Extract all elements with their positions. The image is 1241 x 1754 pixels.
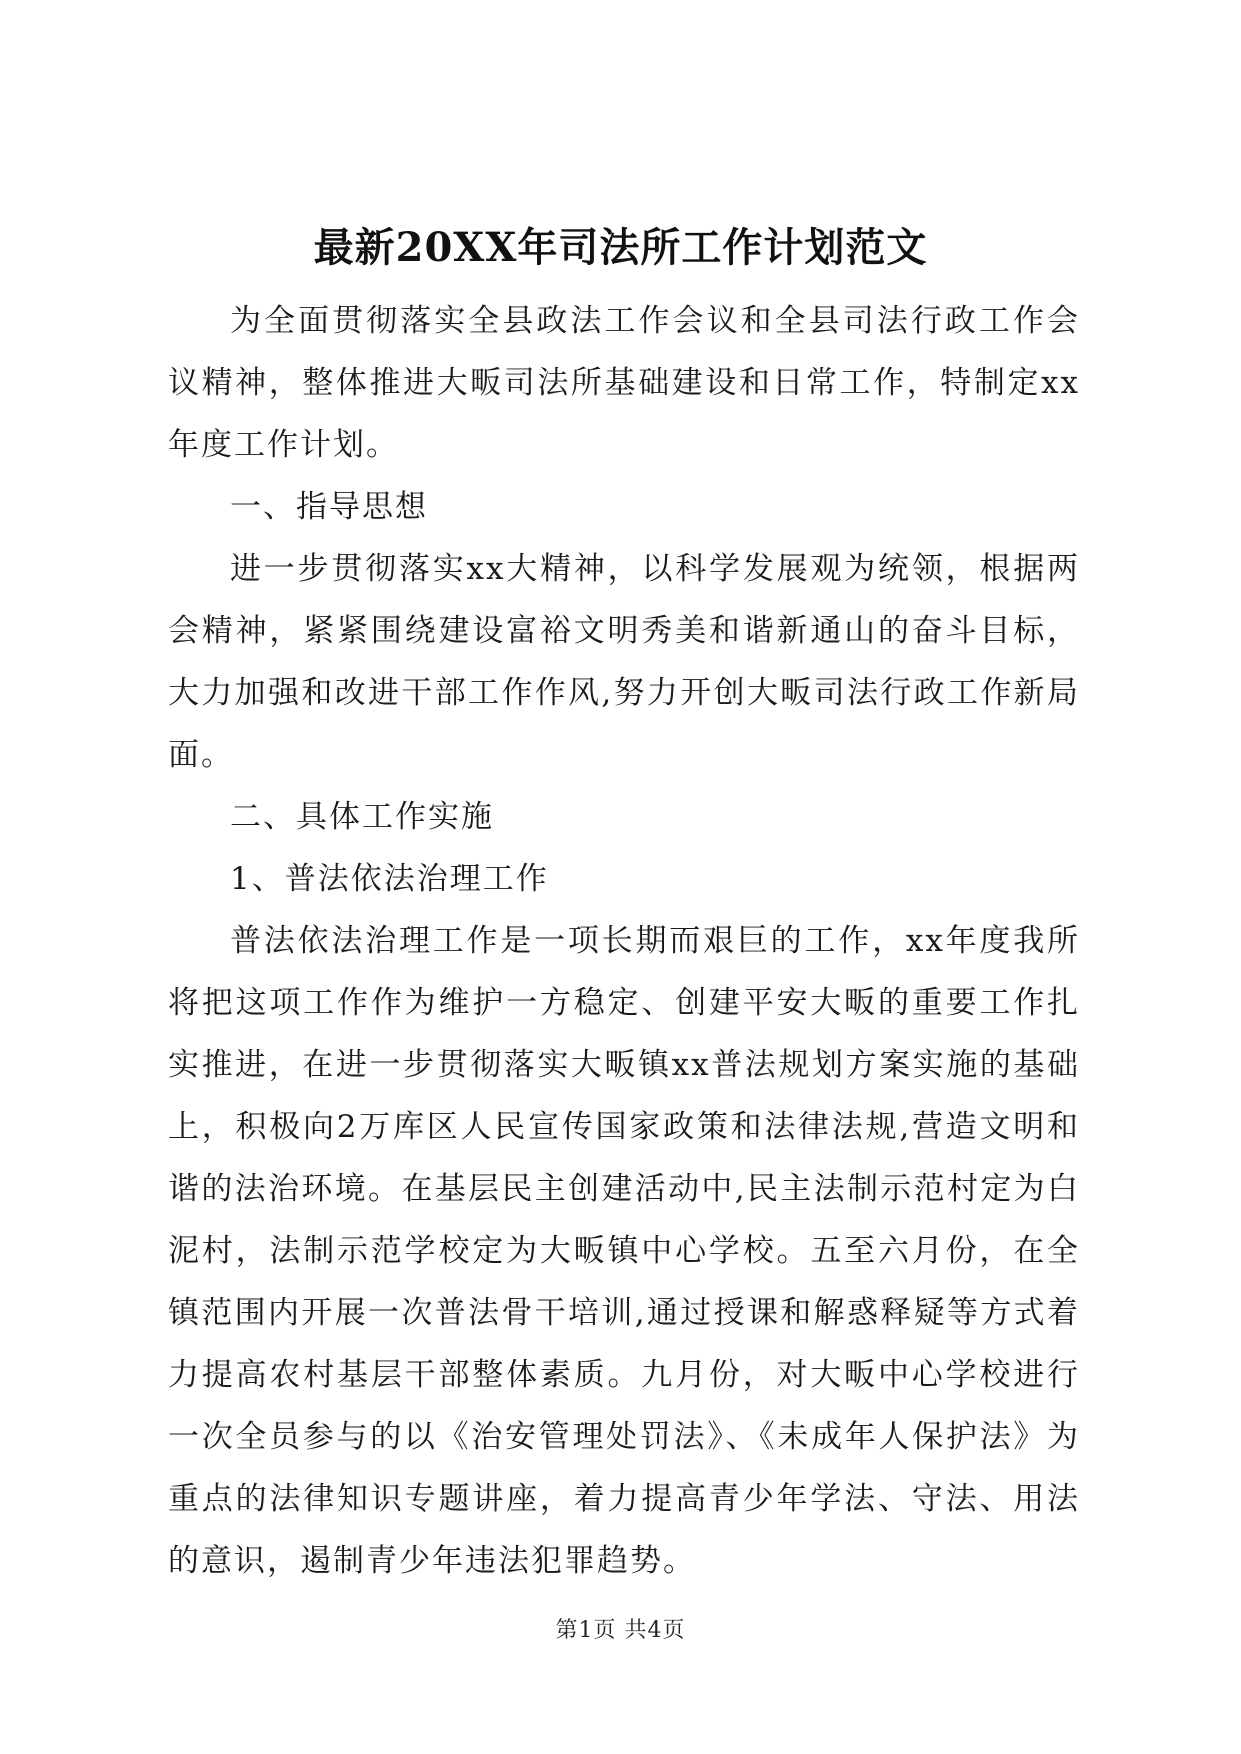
document-title: 最新20XX年司法所工作计划范文 <box>313 224 928 271</box>
heading-work-implementation: 二、具体工作实施 <box>230 799 494 835</box>
heading-guiding-ideology: 一、指导思想 <box>230 489 428 525</box>
page-number: 第1页 共4页 <box>555 1618 686 1643</box>
paragraph-legal-education: 普法依法治理工作是一项长期而艰巨的工作，xx年度我所将把这项工作作为维护一方稳定、创建平安大畈的重要工作扎实推进，在进一步贯彻落实大畈镇xx普法规划方案实施的基础上，积极向2万库区人民宣传国家政策和法律法规,营造文明和谐的法治环境。在基层民主创建活动中,民主法制示范村定为白泥村，法制示范学校定为大畈镇中心学校。五至六月份，在全镇范围内开展一次普法骨干培训,通过授课和解惑释疑等方式着力提高农村基层干部整体素质。九月份，对大畈中心学校进行一次全员参与的以《治安管理处罚法》、《未成年人保护法》为重点的法律知识专题讲座，着力提高青少年学法、守法、用法的意识，遏制青少年违法犯罪趋势。 <box>168 923 1080 1579</box>
paragraph-intro: 为全面贯彻落实全县政法工作会议和全县司法行政工作会议精神，整体推进大畈司法所基础建设和日常工作，特制定xx年度工作计划。 <box>168 303 1080 463</box>
document-body <box>168 290 1080 1592</box>
heading-legal-education: 1、普法依法治理工作 <box>230 861 549 897</box>
paragraph-guiding-ideology: 进一步贯彻落实xx大精神，以科学发展观为统领，根据两会精神，紧紧围绕建设富裕文明秀美和谐新通山的奋斗目标，大力加强和改进干部工作作风,努力开创大畈司法行政工作新局面。 <box>168 551 1080 773</box>
